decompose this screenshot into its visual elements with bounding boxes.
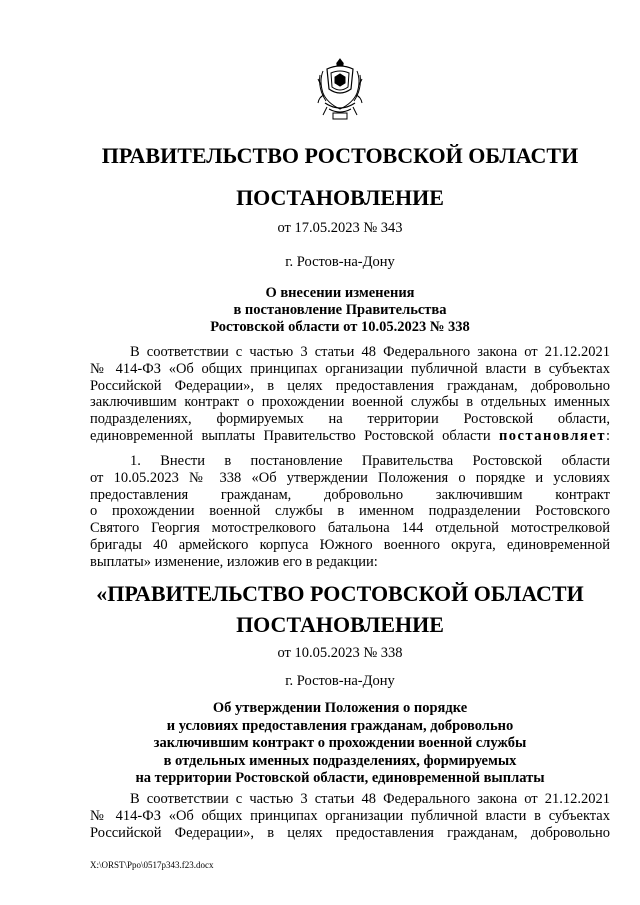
paragraph-line: о прохождении военной службы в именном подразделении Ростовского xyxy=(90,503,610,520)
quoted-organization-title: «ПРАВИТЕЛЬСТВО РОСТОВСКОЙ ОБЛАСТИ xyxy=(96,581,584,606)
item-1-paragraph xyxy=(90,453,610,571)
file-path-footer: X:\ORST\Ppo\0517p343.f23.docx xyxy=(90,860,214,870)
document-heading xyxy=(60,285,620,336)
document-city: г. Ростов-на-Дону xyxy=(285,254,395,270)
paragraph-line: Российской Федерации», в целях предоставления гражданам, добровольно xyxy=(90,377,610,394)
paragraph-line: 1. Внести в постановление Правительства Ростовской области xyxy=(130,453,610,469)
paragraph-text: единовременной выплаты Правительство Ростовской области xyxy=(90,427,499,444)
heading-line: в постановление Правительства xyxy=(233,302,447,318)
rostov-coat-of-arms-icon xyxy=(315,55,365,125)
quoted-document-city: г. Ростов-на-Дону xyxy=(285,673,395,689)
paragraph-line: от 10.05.2023 № 338 «Об утверждении Положения о порядке и условиях xyxy=(90,469,610,486)
quoted-document-date-number: от 10.05.2023 № 338 xyxy=(277,645,403,661)
heading-line: Ростовской области от 10.05.2023 № 338 xyxy=(210,319,470,335)
paragraph-line: В соответствии с частью 3 статьи 48 Федерального закона от 21.12.2021 xyxy=(130,344,610,360)
heading-line: на территории Ростовской области, единовременной выплаты xyxy=(135,770,545,786)
preamble-paragraph xyxy=(90,344,610,445)
heading-line: Об утверждении Положения о порядке xyxy=(212,700,468,716)
paragraph-line: В соответствии с частью 3 статьи 48 Федерального закона от 21.12.2021 xyxy=(130,791,610,807)
quoted-document-heading xyxy=(60,700,620,788)
document-type-title: ПОСТАНОВЛЕНИЕ xyxy=(236,185,444,210)
organization-title: ПРАВИТЕЛЬСТВО РОСТОВСКОЙ ОБЛАСТИ xyxy=(101,143,579,168)
paragraph-text: : xyxy=(605,427,610,444)
heading-line: О внесении изменения xyxy=(265,285,415,301)
heading-line: заключившим контракт о прохождении военной службы xyxy=(153,735,527,751)
paragraph-line: № 414-ФЗ «Об общих принципах организации публичной власти в субъектах xyxy=(90,360,610,377)
paragraph-line-last xyxy=(90,428,610,445)
paragraph-line: заключившим контракт о прохождении военной службы в отдельных именных xyxy=(90,394,610,411)
heading-line: и условиях предоставления гражданам, добровольно xyxy=(166,717,514,734)
paragraph-line: Российской Федерации», в целях предоставления гражданам, добровольно xyxy=(90,824,610,841)
paragraph-line: подразделениях, формируемых на территории Ростовской области, xyxy=(90,411,610,428)
paragraph-line: предоставления гражданам, добровольно заключившим контракт xyxy=(90,486,610,503)
paragraph-line: бригады 40 армейского корпуса Южного военного округа, единовременной xyxy=(90,536,610,553)
paragraph-line: № 414-ФЗ «Об общих принципах организации публичной власти в субъектах xyxy=(90,807,610,824)
document-date-number: от 17.05.2023 № 343 xyxy=(277,220,403,236)
heading-line: в отдельных именных подразделениях, формируемых xyxy=(163,752,517,769)
paragraph-line: Святого Георгия мотострелкового батальона 144 отдельной мотострелковой xyxy=(90,520,610,537)
resolves-word: постановляет xyxy=(498,427,606,444)
quoted-document-type-title: ПОСТАНОВЛЕНИЕ xyxy=(236,612,444,637)
quoted-preamble-paragraph xyxy=(90,791,610,841)
paragraph-line: выплаты» изменение, изложив его в редакции: xyxy=(90,553,378,570)
